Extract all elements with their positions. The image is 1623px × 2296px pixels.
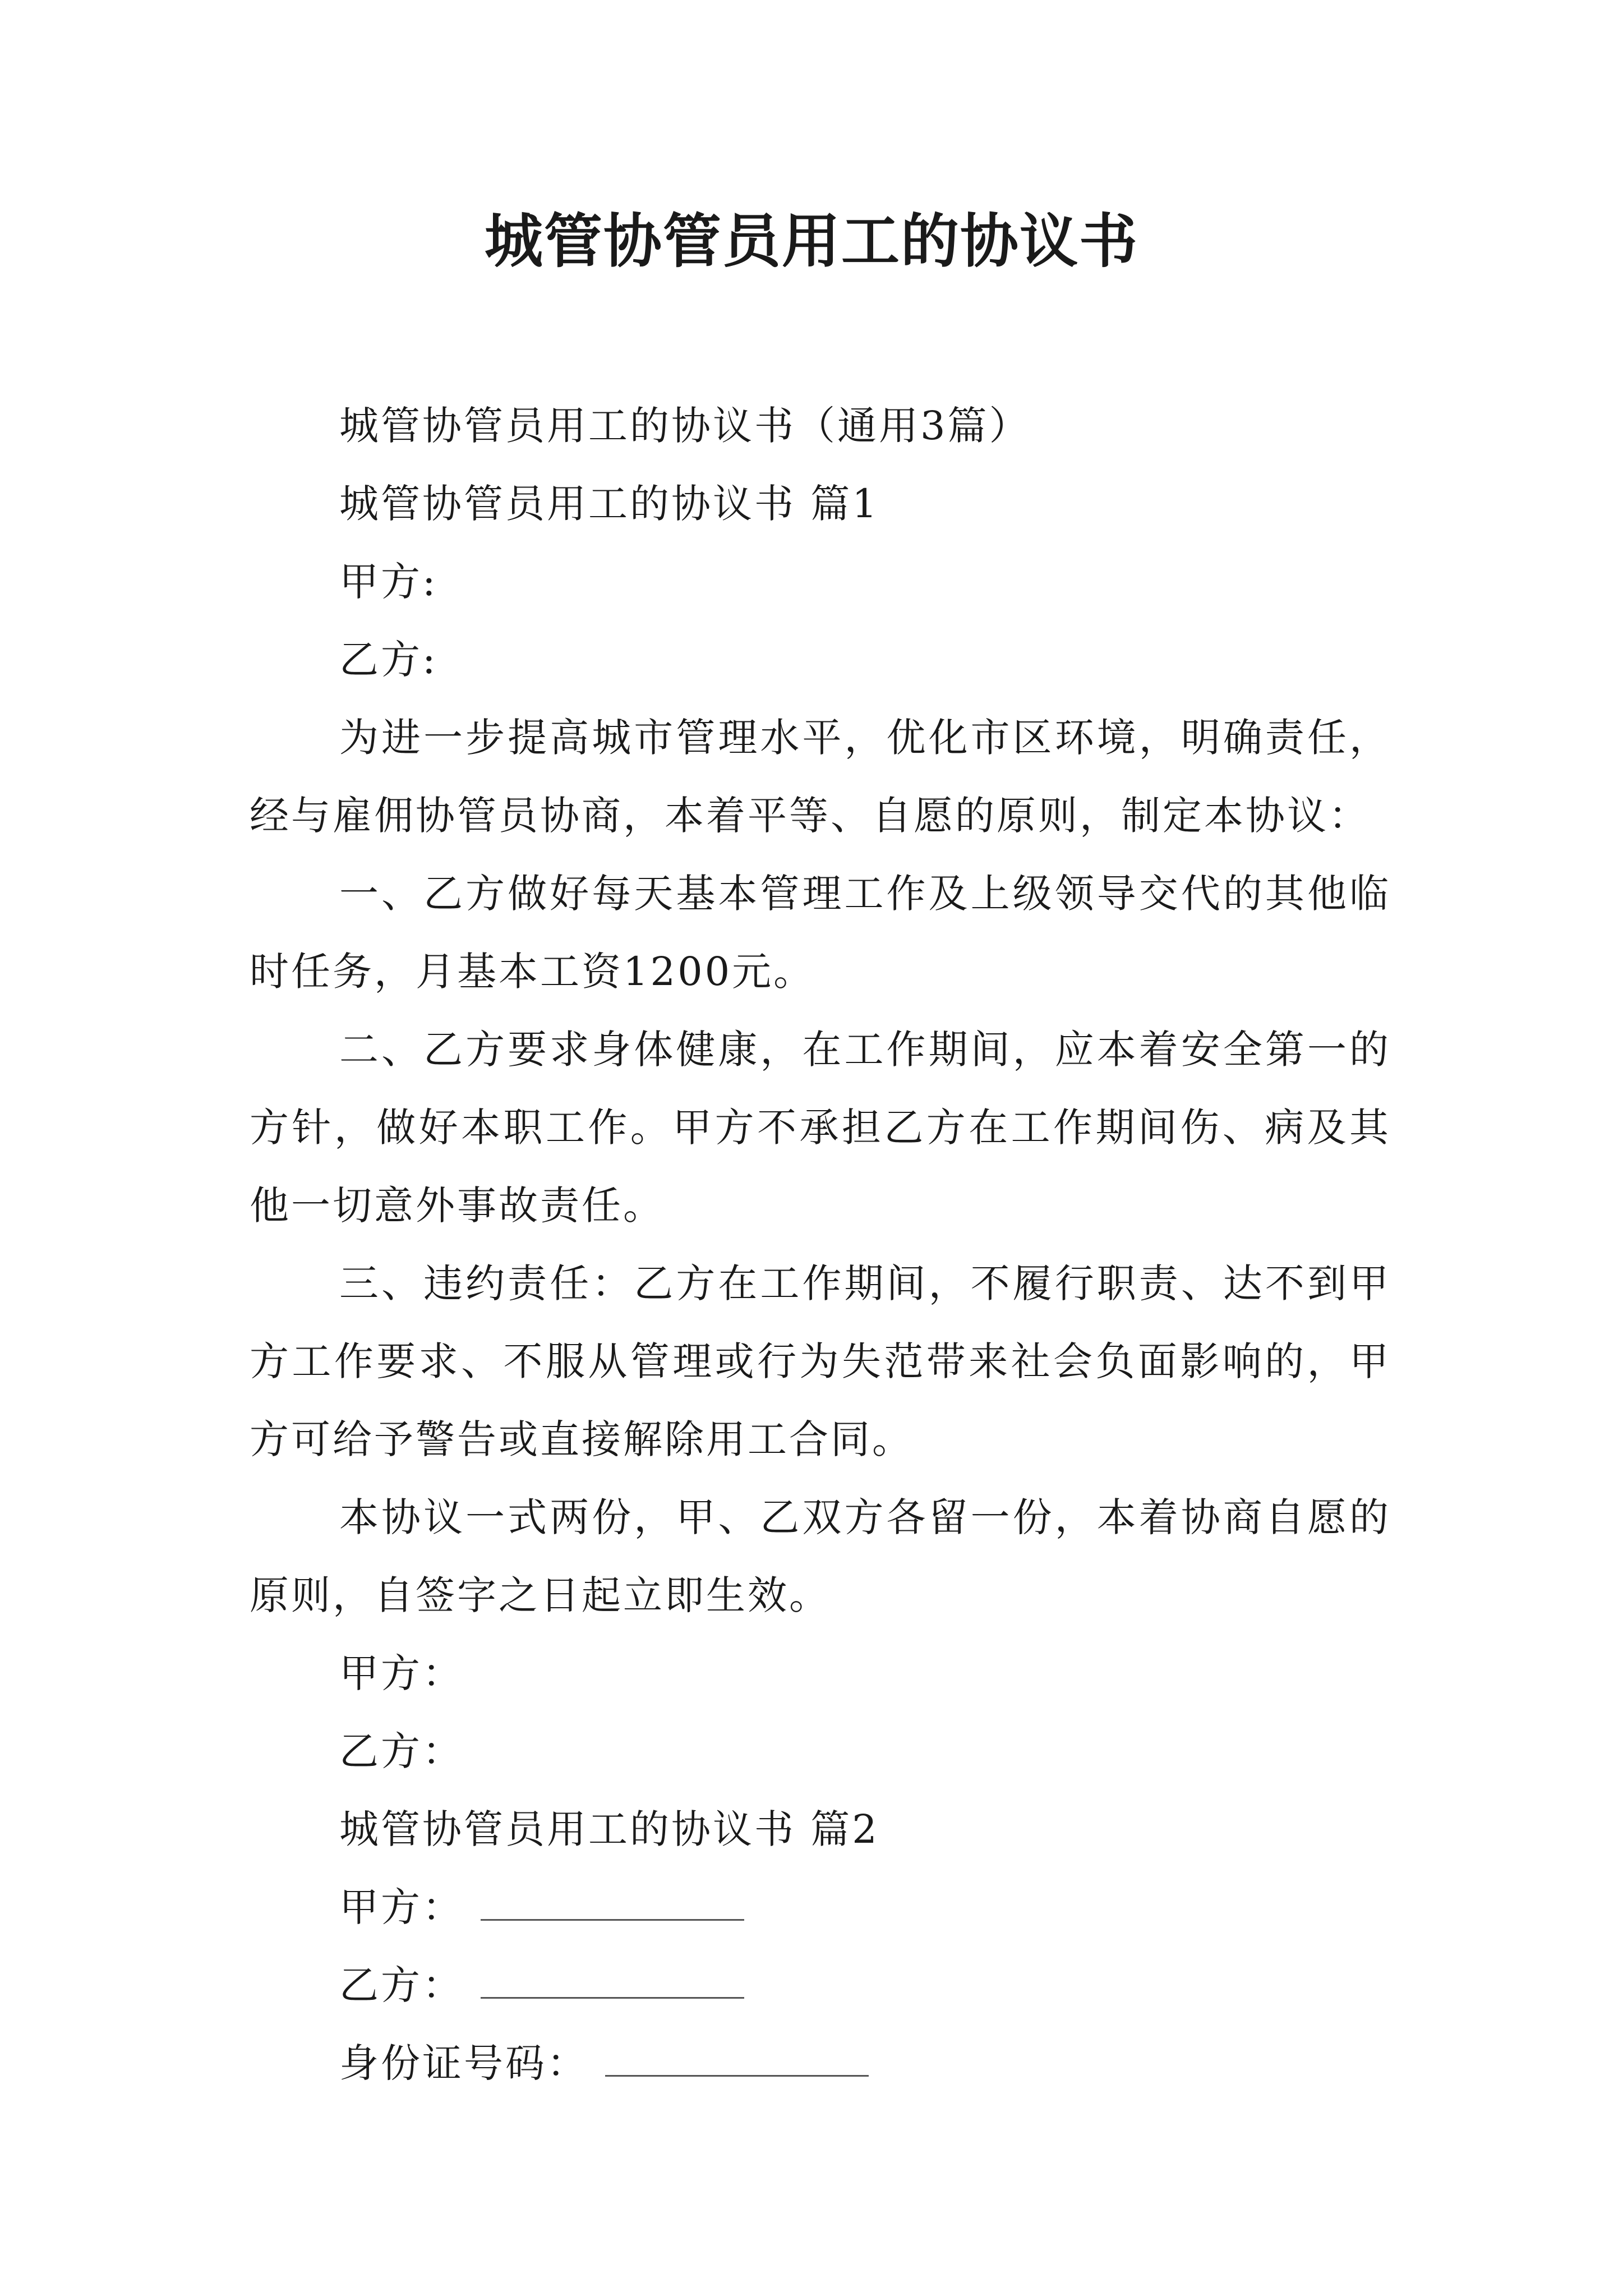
id-number-blank-line (605, 2036, 869, 2077)
document-title: 城管协管员用工的协议书 (484, 206, 1138, 275)
part2-party-b-label: 乙方： (339, 1962, 464, 2008)
document-subtitle: 城管协管员用工的协议书（通用3篇） (339, 403, 1031, 449)
part2-id-number-field (250, 2024, 1391, 2102)
part2-heading: 城管协管员用工的协议书 篇2 (339, 1806, 879, 1852)
part1-party-a: 甲方: (339, 559, 438, 605)
part1-sign-a: 甲方： (339, 1650, 464, 1696)
part1-clause-1: 一、乙方做好每天基本管理工作及上级领导交代的其他临时任务，月基本工资1200元。 (250, 871, 1391, 995)
party-b-blank-line (481, 1958, 744, 1999)
part2-party-a-field (250, 1869, 1391, 1947)
part1-clause-3: 三、违约责任：乙方在工作期间，不履行职责、达不到甲方工作要求、不服从管理或行为失范带来社会负面影响的，甲方可给予警告或直接解除用工合同。 (250, 1260, 1391, 1462)
part2-party-a-label: 甲方： (339, 1884, 464, 1930)
document-body (250, 387, 1391, 2102)
part1-intro: 为进一步提高城市管理水平，优化市区环境，明确责任，经与雇佣协管员协商，本着平等、自愿的原则，制定本协议： (250, 715, 1391, 839)
party-a-blank-line (481, 1880, 744, 1921)
part1-sign-b: 乙方： (339, 1728, 464, 1774)
part1-closing: 本协议一式两份，甲、乙双方各留一份，本着协商自愿的原则，自签字之日起立即生效。 (250, 1494, 1391, 1618)
part2-party-b-field (250, 1947, 1391, 2024)
part2-id-number-label: 身份证号码： (339, 2040, 588, 2086)
part1-clause-2: 二、乙方要求身体健康，在工作期间，应本着安全第一的方针，做好本职工作。甲方不承担乙方在工作期间伤、病及其他一切意外事故责任。 (250, 1027, 1391, 1228)
part1-party-b: 乙方: (339, 637, 438, 683)
part1-heading: 城管协管员用工的协议书 篇1 (339, 481, 879, 527)
